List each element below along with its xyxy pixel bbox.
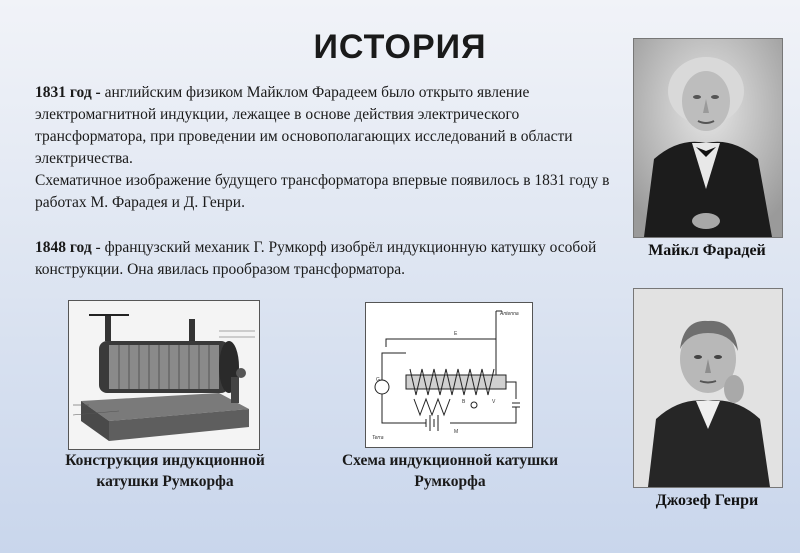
coil-caption-line2: катушки Румкорфа <box>96 473 234 490</box>
faraday-portrait-image <box>634 39 782 237</box>
paragraph-1831-text: английским физиком Майклом Фарадеем было открыто явление электромагнитной индукции, лежащее в основе действия электрического трансформатора, при проведении им основополагающих исследований в области электричества. <box>35 84 573 167</box>
coil-schematic-caption <box>300 450 600 492</box>
svg-text:Terra: Terra <box>372 435 384 441</box>
svg-text:E: E <box>454 331 458 337</box>
induction-coil-schematic <box>365 302 533 448</box>
svg-text:M: M <box>454 429 459 435</box>
svg-text:B: B <box>462 399 466 405</box>
year-1831: 1831 год - <box>35 84 101 101</box>
scheme-caption-line1: Схема индукционной катушки <box>341 452 559 469</box>
induction-coil-illustration <box>68 300 260 450</box>
schematic-drawing <box>366 303 532 447</box>
history-paragraph-1848 <box>35 237 615 281</box>
svg-text:V: V <box>492 399 496 405</box>
history-paragraph-1831 <box>35 82 615 214</box>
faraday-caption: Майкл Фарадей <box>648 242 766 259</box>
induction-coil-drawing <box>69 301 259 449</box>
svg-text:G: G <box>376 377 380 383</box>
scheme-caption-line2: Румкорфа <box>414 473 486 490</box>
coil-caption-line1: Конструкция индукционной <box>65 452 265 469</box>
faraday-portrait <box>633 38 783 238</box>
henry-portrait <box>633 288 783 488</box>
henry-portrait-image <box>634 289 782 487</box>
henry-caption: Джозеф Генри <box>655 492 759 509</box>
coil-construction-caption <box>30 450 300 492</box>
paragraph-1848-text: - французский механик Г. Румкорф изобрёл индукционную катушку особой конструкции. Она явилась прообразом трансформатора. <box>35 239 597 278</box>
paragraph-1831-text-2: Схематичное изображение будущего трансформатора впервые появилось в 1831 году в работах М. Фарадея и Д. Генри. <box>35 172 610 211</box>
svg-text:Antenna: Antenna <box>500 311 519 317</box>
year-1848: 1848 год <box>35 239 92 256</box>
page-title: ИСТОРИЯ <box>313 28 487 66</box>
